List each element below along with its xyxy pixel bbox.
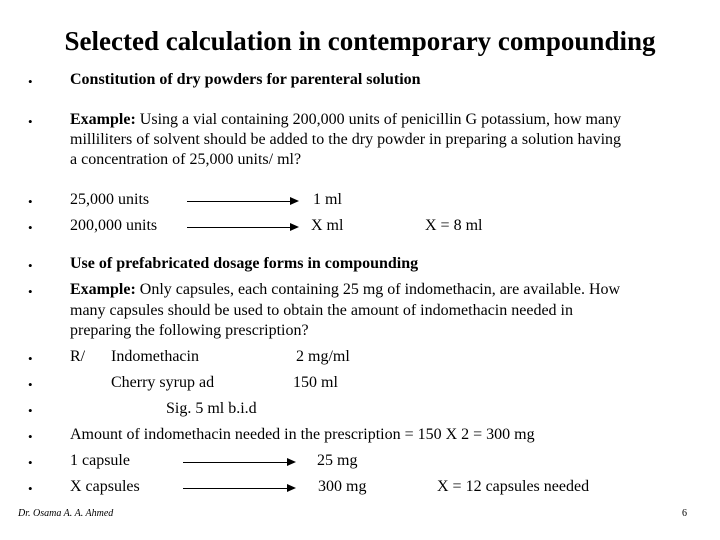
example-label: Example: — [70, 281, 136, 298]
bullet: • — [28, 351, 33, 366]
rx-sig: Sig. 5 ml b.i.d — [166, 400, 257, 417]
rx-label: R/ — [70, 348, 86, 365]
section1-calc-row2-left: 200,000 units — [70, 217, 158, 234]
section2-calc-row1-left: 1 capsule — [70, 452, 130, 469]
bullet: • — [28, 481, 33, 496]
section1-heading: Constitution of dry powders for parenteral solution — [70, 71, 421, 88]
bullet: • — [28, 220, 33, 235]
section2-example-line2: many capsules should be used to obtain the amount of indomethacin needed in — [70, 302, 573, 319]
bullet: • — [28, 114, 33, 129]
footer-author: Dr. Osama A. A. Ahmed — [18, 508, 114, 519]
example-text: Using a vial containing 200,000 units of penicillin G potassium, how many — [139, 111, 622, 128]
example-label: Example: — [70, 111, 136, 128]
section1-calc-row1-right: 1 ml — [313, 191, 342, 208]
bullet: • — [28, 74, 33, 89]
rx-vehicle-amount: 150 ml — [293, 374, 338, 391]
rx-drug: Indomethacin — [111, 348, 199, 365]
section2-calc-row2-right: 300 mg — [318, 478, 367, 495]
section2-heading: Use of prefabricated dosage forms in compounding — [70, 255, 419, 272]
arrow-right-icon — [183, 488, 294, 489]
section1-example-line1 — [70, 111, 621, 129]
arrow-right-icon — [187, 201, 297, 202]
bullet: • — [28, 284, 33, 299]
section2-example-line1 — [70, 281, 620, 299]
section2-example-line3: preparing the following prescription? — [70, 322, 309, 339]
bullet: • — [28, 429, 33, 444]
example-text: Only capsules, each containing 25 mg of indomethacin, are available. How — [139, 281, 621, 298]
section2-calc-row2-left: X capsules — [70, 478, 140, 495]
section2-calc-row1-right: 25 mg — [317, 452, 358, 469]
bullet: • — [28, 377, 33, 392]
bullet: • — [28, 403, 33, 418]
rx-drug-amount: 2 mg/ml — [296, 348, 350, 365]
page-number: 6 — [682, 508, 687, 519]
section1-calc-row2-right: X ml — [311, 217, 344, 234]
section1-calc-row1-left: 25,000 units — [70, 191, 150, 208]
rx-vehicle: Cherry syrup ad — [111, 374, 215, 391]
arrow-right-icon — [183, 462, 294, 463]
section1-example-line3: a concentration of 25,000 units/ ml? — [70, 151, 302, 168]
section1-calc-result: X = 8 ml — [425, 217, 483, 234]
bullet: • — [28, 455, 33, 470]
bullet: • — [28, 194, 33, 209]
section2-calc-result: X = 12 capsules needed — [437, 478, 590, 495]
arrow-right-icon — [187, 227, 297, 228]
page-title: Selected calculation in contemporary compounding — [64, 26, 656, 56]
section1-example-line2: milliliters of solvent should be added to the dry powder in preparing a solution having — [70, 131, 622, 148]
amount-line: Amount of indomethacin needed in the prescription = 150 X 2 = 300 mg — [70, 426, 535, 443]
bullet: • — [28, 258, 33, 273]
